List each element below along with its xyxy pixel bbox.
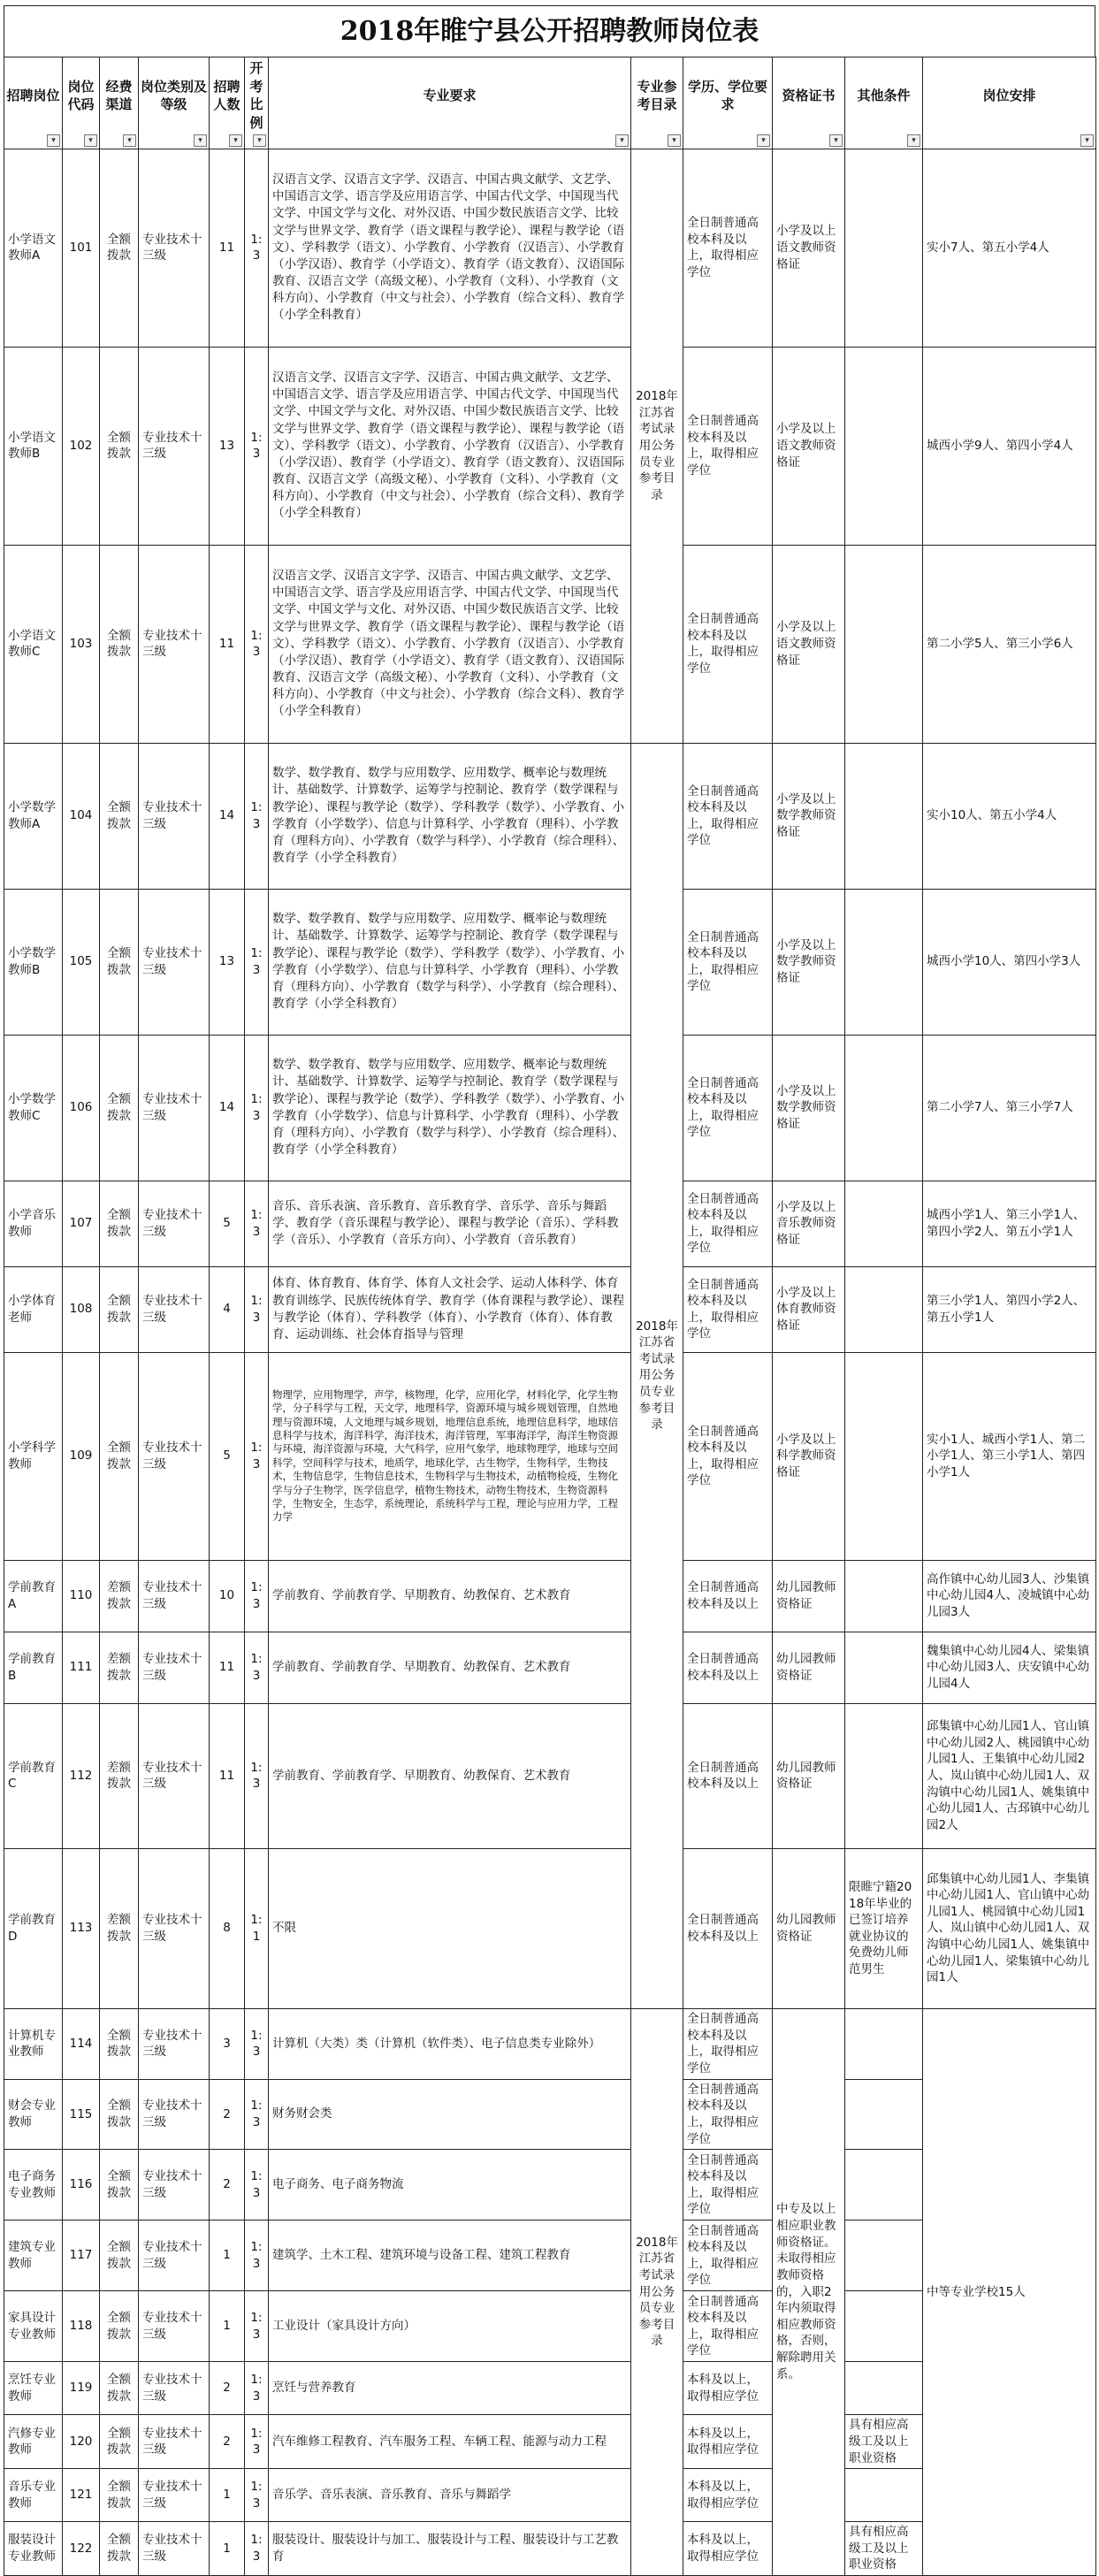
assignment-cell: 邱集镇中心幼儿园1人、李集镇中心幼儿园1人、官山镇中心幼儿园1人、桃园镇中心幼儿园1人、岚山镇中心幼儿园1人、双沟镇中心幼儿园1人、姚集镇中心幼儿园1人、梁集镇中心幼儿园1人 <box>923 1848 1096 2008</box>
other-condition-cell <box>845 2291 923 2362</box>
number-cell: 2 <box>210 2362 245 2415</box>
certificate-cell: 幼儿园教师资格证 <box>773 1632 845 1703</box>
filter-dropdown-icon[interactable]: ▾ <box>229 134 242 147</box>
category-cell: 专业技术十三级 <box>139 2221 210 2291</box>
education-cell: 全日制普通高校本科及以上 <box>683 1848 773 2008</box>
other-condition-cell: 限睢宁籍2018年毕业的已签订培养就业协议的免费幼儿师范男生 <box>845 1848 923 2008</box>
post-code-cell: 101 <box>63 149 100 347</box>
post-name-cell: 小学数学教师B <box>4 889 63 1035</box>
post-name-cell: 计算机专业教师 <box>4 2008 63 2079</box>
education-cell: 全日制普通高校本科及以上 <box>683 1560 773 1632</box>
ratio-cell: 1:3 <box>245 347 269 545</box>
filter-dropdown-icon[interactable]: ▾ <box>907 134 920 147</box>
certificate-cell: 小学及以上体育教师资格证 <box>773 1266 845 1352</box>
table-row <box>4 1703 1096 1848</box>
assignment-cell: 第二小学7人、第三小学7人 <box>923 1035 1096 1181</box>
other-condition-cell <box>845 2362 923 2415</box>
education-cell: 全日制普通高校本科及以上 <box>683 1703 773 1848</box>
table-row <box>4 1632 1096 1703</box>
post-name-cell: 小学语文教师C <box>4 545 63 743</box>
number-cell: 13 <box>210 347 245 545</box>
major-requirement-cell: 工业设计（家具设计方向） <box>269 2291 631 2362</box>
post-code-cell: 109 <box>63 1352 100 1560</box>
major-requirement-cell: 音乐、音乐表演、音乐教育、音乐教育学、音乐学、音乐与舞蹈学、教育学（音乐课程与教学论）、课程与教学论（音乐）、学科教学（音乐）、小学教育（音乐方向）、小学教育（音乐教育） <box>269 1181 631 1266</box>
number-cell: 1 <box>210 2291 245 2362</box>
post-name-cell: 小学科学教师 <box>4 1352 63 1560</box>
category-cell: 专业技术十三级 <box>139 2415 210 2469</box>
other-condition-cell <box>845 1632 923 1703</box>
ratio-cell: 1:3 <box>245 2150 269 2221</box>
post-name-cell: 电子商务专业教师 <box>4 2150 63 2221</box>
other-condition-cell: 具有相应高级工及以上职业资格 <box>845 2415 923 2469</box>
number-cell: 1 <box>210 2469 245 2522</box>
post-code-cell: 118 <box>63 2291 100 2362</box>
certificate-cell: 小学及以上数学教师资格证 <box>773 1035 845 1181</box>
post-name-cell: 小学数学教师A <box>4 743 63 889</box>
post-name-cell: 音乐专业教师 <box>4 2469 63 2522</box>
ratio-cell: 1:3 <box>245 2079 269 2150</box>
number-cell: 13 <box>210 889 245 1035</box>
number-cell: 5 <box>210 1181 245 1266</box>
post-name-cell: 汽修专业教师 <box>4 2415 63 2469</box>
header-cert: 资格证书 ▾ <box>773 57 845 149</box>
major-requirement-cell: 汉语言文学、汉语言文字学、汉语言、中国古典文献学、文艺学、中国语言文学、语言学及应用语言学、中国古代文学、中国现当代文学、中国文学与文化、对外汉语、中国少数民族语言文学、比较文学与世界文学、教育学（语文课程与教学论）、课程与教学论（语文）、学科教学（语文）、小学教育、小学教育（汉语言）、小学教育（小学汉语）、教育学（小学语文）、教育学（语文教育）、汉语国际教育、汉语言文学（高级文秘）、小学教育（文科）、小学教育（文科方向）、小学教育（中文与社会）、小学教育（综合文科）、教育学（小学全科教育） <box>269 545 631 743</box>
filter-dropdown-icon[interactable]: ▾ <box>829 134 843 147</box>
category-cell: 专业技术十三级 <box>139 1632 210 1703</box>
post-code-cell: 103 <box>63 545 100 743</box>
page-title: 2018年睢宁县公开招聘教师岗位表 <box>4 5 1095 57</box>
ratio-cell: 1:3 <box>245 1181 269 1266</box>
certificate-cell: 中专及以上相应职业教师资格证。未取得相应教师资格的，入职2年内须取得相应教师资格，否则，解除聘用关系。 <box>773 2008 845 2575</box>
assignment-cell: 城西小学1人、第三小学1人、第四小学2人、第五小学1人 <box>923 1181 1096 1266</box>
table-row <box>4 545 1096 743</box>
post-code-cell: 116 <box>63 2150 100 2221</box>
ratio-cell: 1:3 <box>245 1266 269 1352</box>
other-condition-cell <box>845 149 923 347</box>
number-cell: 1 <box>210 2221 245 2291</box>
number-cell: 10 <box>210 1560 245 1632</box>
table-row <box>4 743 1096 889</box>
post-name-cell: 小学语文教师A <box>4 149 63 347</box>
major-requirement-cell: 财务财会类 <box>269 2079 631 2150</box>
table-row <box>4 889 1096 1035</box>
post-name-cell: 学前教育C <box>4 1703 63 1848</box>
post-code-cell: 111 <box>63 1632 100 1703</box>
number-cell: 4 <box>210 1266 245 1352</box>
filter-dropdown-icon[interactable]: ▾ <box>123 134 136 147</box>
header-assign: 岗位安排 ▾ <box>923 57 1096 149</box>
post-name-cell: 学前教育A <box>4 1560 63 1632</box>
post-code-cell: 115 <box>63 2079 100 2150</box>
filter-dropdown-icon[interactable]: ▾ <box>615 134 629 147</box>
reference-catalog-cell: 2018年江苏省考试录用公务员专业参考目录 <box>631 743 683 2008</box>
category-cell: 专业技术十三级 <box>139 2522 210 2576</box>
fund-cell: 全额拨款 <box>100 2150 139 2221</box>
fund-cell: 差额拨款 <box>100 1703 139 1848</box>
post-code-cell: 110 <box>63 1560 100 1632</box>
number-cell: 11 <box>210 149 245 347</box>
positions-table <box>4 57 1096 2576</box>
post-name-cell: 小学数学教师C <box>4 1035 63 1181</box>
education-cell: 全日制普通高校本科及以上，取得相应学位 <box>683 347 773 545</box>
fund-cell: 全额拨款 <box>100 2522 139 2576</box>
ratio-cell: 1:3 <box>245 889 269 1035</box>
table-row <box>4 1181 1096 1266</box>
fund-cell: 全额拨款 <box>100 2469 139 2522</box>
table-row <box>4 1560 1096 1632</box>
certificate-cell: 小学及以上音乐教师资格证 <box>773 1181 845 1266</box>
table-body <box>4 149 1096 2575</box>
major-requirement-cell: 汽车维修工程教育、汽车服务工程、车辆工程、能源与动力工程 <box>269 2415 631 2469</box>
fund-cell: 全额拨款 <box>100 2362 139 2415</box>
assignment-cell: 邱集镇中心幼儿园1人、官山镇中心幼儿园2人、桃园镇中心幼儿园1人、王集镇中心幼儿园2人、岚山镇中心幼儿园1人、双沟镇中心幼儿园1人、姚集镇中心幼儿园1人、古邳镇中心幼儿园2人 <box>923 1703 1096 1848</box>
post-name-cell: 小学音乐教师 <box>4 1181 63 1266</box>
ratio-cell: 1:3 <box>245 743 269 889</box>
number-cell: 3 <box>210 2008 245 2079</box>
major-requirement-cell: 音乐学、音乐表演、音乐教育、音乐与舞蹈学 <box>269 2469 631 2522</box>
certificate-cell: 小学及以上语文教师资格证 <box>773 545 845 743</box>
post-name-cell: 家具设计专业教师 <box>4 2291 63 2362</box>
education-cell: 本科及以上，取得相应学位 <box>683 2415 773 2469</box>
fund-cell: 全额拨款 <box>100 2221 139 2291</box>
major-requirement-cell: 数学、数学教育、数学与应用数学、应用数学、概率论与数理统计、基础数学、计算数学、运筹学与控制论、教育学（数学课程与教学论）、课程与教学论（数学）、学科教学（数学）、小学教育、小学教育（小学数学）、信息与计算科学、小学教育（理科）、小学教育（理科方向）、小学教育（数学与科学）、小学教育（综合理科）、教育学（小学全科教育） <box>269 1035 631 1181</box>
education-cell: 全日制普通高校本科及以上，取得相应学位 <box>683 889 773 1035</box>
number-cell: 11 <box>210 1632 245 1703</box>
post-name-cell: 建筑专业教师 <box>4 2221 63 2291</box>
category-cell: 专业技术十三级 <box>139 743 210 889</box>
number-cell: 2 <box>210 2415 245 2469</box>
ratio-cell: 1:3 <box>245 2415 269 2469</box>
fund-cell: 全额拨款 <box>100 347 139 545</box>
fund-cell: 差额拨款 <box>100 1848 139 2008</box>
table-row <box>4 1352 1096 1560</box>
major-requirement-cell: 电子商务、电子商务物流 <box>269 2150 631 2221</box>
post-code-cell: 113 <box>63 1848 100 2008</box>
number-cell: 1 <box>210 2522 245 2576</box>
number-cell: 2 <box>210 2079 245 2150</box>
post-code-cell: 105 <box>63 889 100 1035</box>
post-code-cell: 106 <box>63 1035 100 1181</box>
major-requirement-cell: 服装设计、服装设计与加工、服装设计与工程、服装设计与工艺教育 <box>269 2522 631 2576</box>
post-code-cell: 114 <box>63 2008 100 2079</box>
filter-dropdown-icon[interactable]: ▾ <box>47 134 60 147</box>
other-condition-cell <box>845 1352 923 1560</box>
table-row <box>4 1266 1096 1352</box>
post-name-cell: 服装设计专业教师 <box>4 2522 63 2576</box>
assignment-cell: 第二小学5人、第三小学6人 <box>923 545 1096 743</box>
number-cell: 5 <box>210 1352 245 1560</box>
header-ref: 专业参考目录 ▾ <box>631 57 683 149</box>
post-name-cell: 学前教育D <box>4 1848 63 2008</box>
table-row <box>4 2008 1096 2079</box>
category-cell: 专业技术十三级 <box>139 2291 210 2362</box>
education-cell: 全日制普通高校本科及以上，取得相应学位 <box>683 2150 773 2221</box>
other-condition-cell <box>845 1181 923 1266</box>
filter-dropdown-icon[interactable]: ▾ <box>668 134 681 147</box>
post-code-cell: 107 <box>63 1181 100 1266</box>
fund-cell: 全额拨款 <box>100 149 139 347</box>
category-cell: 专业技术十三级 <box>139 1352 210 1560</box>
category-cell: 专业技术十三级 <box>139 2150 210 2221</box>
other-condition-cell <box>845 2150 923 2221</box>
ratio-cell: 1:3 <box>245 2362 269 2415</box>
certificate-cell: 小学及以上数学教师资格证 <box>773 889 845 1035</box>
major-requirement-cell: 汉语言文学、汉语言文字学、汉语言、中国古典文献学、文艺学、中国语言文学、语言学及应用语言学、中国古代文学、中国现当代文学、中国文学与文化、对外汉语、中国少数民族语言文学、比较文学与世界文学、教育学（语文课程与教学论）、课程与教学论（语文）、学科教学（语文）、小学教育、小学教育（汉语言）、小学教育（小学汉语）、教育学（小学语文）、教育学（语文教育）、汉语国际教育、汉语言文学（高级文秘）、小学教育（文科）、小学教育（文科方向）、小学教育（中文与社会）、小学教育（综合文科）、教育学（小学全科教育） <box>269 347 631 545</box>
fund-cell: 差额拨款 <box>100 1632 139 1703</box>
ratio-cell: 1:3 <box>245 1632 269 1703</box>
education-cell: 本科及以上，取得相应学位 <box>683 2469 773 2522</box>
certificate-cell: 小学及以上数学教师资格证 <box>773 743 845 889</box>
education-cell: 全日制普通高校本科及以上，取得相应学位 <box>683 1035 773 1181</box>
other-condition-cell <box>845 1266 923 1352</box>
post-code-cell: 121 <box>63 2469 100 2522</box>
other-condition-cell <box>845 889 923 1035</box>
ratio-cell: 1:3 <box>245 149 269 347</box>
category-cell: 专业技术十三级 <box>139 347 210 545</box>
major-requirement-cell: 学前教育、学前教育学、早期教育、幼教保育、艺术教育 <box>269 1632 631 1703</box>
header-category: 岗位类别及等级 ▾ <box>139 57 210 149</box>
ratio-cell: 1:3 <box>245 1703 269 1848</box>
filter-dropdown-icon[interactable]: ▾ <box>194 134 207 147</box>
other-condition-cell <box>845 347 923 545</box>
certificate-cell: 幼儿园教师资格证 <box>773 1560 845 1632</box>
assignment-cell: 城西小学10人、第四小学3人 <box>923 889 1096 1035</box>
number-cell: 8 <box>210 1848 245 2008</box>
ratio-cell: 1:3 <box>245 2469 269 2522</box>
post-code-cell: 102 <box>63 347 100 545</box>
education-cell: 全日制普通高校本科及以上，取得相应学位 <box>683 743 773 889</box>
post-name-cell: 烹饪专业教师 <box>4 2362 63 2415</box>
category-cell: 专业技术十三级 <box>139 1266 210 1352</box>
number-cell: 14 <box>210 1035 245 1181</box>
other-condition-cell <box>845 1560 923 1632</box>
ratio-cell: 1:1 <box>245 1848 269 2008</box>
post-code-cell: 104 <box>63 743 100 889</box>
major-requirement-cell: 建筑学、土木工程、建筑环境与设备工程、建筑工程教育 <box>269 2221 631 2291</box>
assignment-cell: 实小10人、第五小学4人 <box>923 743 1096 889</box>
fund-cell: 差额拨款 <box>100 1560 139 1632</box>
fund-cell: 全额拨款 <box>100 889 139 1035</box>
number-cell: 11 <box>210 545 245 743</box>
ratio-cell: 1:3 <box>245 2008 269 2079</box>
other-condition-cell <box>845 1035 923 1181</box>
post-code-cell: 117 <box>63 2221 100 2291</box>
post-code-cell: 119 <box>63 2362 100 2415</box>
certificate-cell: 小学及以上科学教师资格证 <box>773 1352 845 1560</box>
header-row <box>4 57 1096 149</box>
number-cell: 14 <box>210 743 245 889</box>
post-code-cell: 112 <box>63 1703 100 1848</box>
major-requirement-cell: 物理学，应用物理学，声学，核物理，化学，应用化学，材料化学，化学生物学，分子科学与工程，天文学，地理科学，资源环境与城乡规划管理，自然地理与资源环境，人文地理与城乡规划，地理信息系统，地理信息科学，地球信息科学与技术，海洋科学，海洋技术，海洋管理，军事海洋学，海洋生物资源与环境，海洋资源与环境，大气科学，应用气象学，地球物理学，地球与空间科学，空间科学与技术，地质学，地球化学，古生物学，生物科学，生物技术，生物信息学，生物信息技术，生物科学与生物技术，动植物检疫，生物化学与分子生物学，医学信息学，植物生物技术，动物生物技术，生物资源科学，生物安全，生态学，系统理论，系统科学与工程，理论与应用力学，工程力学 <box>269 1352 631 1560</box>
assignment-cell: 实小1人、城西小学1人、第二小学1人、第三小学1人、第四小学1人 <box>923 1352 1096 1560</box>
major-requirement-cell: 学前教育、学前教育学、早期教育、幼教保育、艺术教育 <box>269 1560 631 1632</box>
post-code-cell: 108 <box>63 1266 100 1352</box>
certificate-cell: 小学及以上语文教师资格证 <box>773 149 845 347</box>
category-cell: 专业技术十三级 <box>139 2079 210 2150</box>
major-requirement-cell: 数学、数学教育、数学与应用数学、应用数学、概率论与数理统计、基础数学、计算数学、运筹学与控制论、教育学（数学课程与教学论）、课程与教学论（数学）、学科教学（数学）、小学教育、小学教育（小学数学）、信息与计算科学、小学教育（理科）、小学教育（理科方向）、小学教育（数学与科学）、小学教育（综合理科）、教育学（小学全科教育） <box>269 889 631 1035</box>
post-code-cell: 122 <box>63 2522 100 2576</box>
category-cell: 专业技术十三级 <box>139 1560 210 1632</box>
header-edu: 学历、学位要求 ▾ <box>683 57 773 149</box>
header-number: 招聘人数 ▾ <box>210 57 245 149</box>
fund-cell: 全额拨款 <box>100 1352 139 1560</box>
ratio-cell: 1:3 <box>245 2291 269 2362</box>
education-cell: 全日制普通高校本科及以上，取得相应学位 <box>683 1266 773 1352</box>
post-name-cell: 财会专业教师 <box>4 2079 63 2150</box>
other-condition-cell <box>845 2469 923 2522</box>
certificate-cell: 幼儿园教师资格证 <box>773 1848 845 2008</box>
fund-cell: 全额拨款 <box>100 1181 139 1266</box>
other-condition-cell <box>845 2221 923 2291</box>
education-cell: 本科及以上，取得相应学位 <box>683 2522 773 2576</box>
category-cell: 专业技术十三级 <box>139 1181 210 1266</box>
major-requirement-cell: 学前教育、学前教育学、早期教育、幼教保育、艺术教育 <box>269 1703 631 1848</box>
education-cell: 全日制普通高校本科及以上 <box>683 1632 773 1703</box>
post-name-cell: 学前教育B <box>4 1632 63 1703</box>
category-cell: 专业技术十三级 <box>139 1848 210 2008</box>
fund-cell: 全额拨款 <box>100 545 139 743</box>
major-requirement-cell: 汉语言文学、汉语言文字学、汉语言、中国古典文献学、文艺学、中国语言文学、语言学及应用语言学、中国古代文学、中国现当代文学、中国文学与文化、对外汉语、中国少数民族语言文学、比较文学与世界文学、教育学（语文课程与教学论）、课程与教学论（语文）、学科教学（语文）、小学教育、小学教育（汉语言）、小学教育（小学汉语）、教育学（小学语文）、教育学（语文教育）、汉语国际教育、汉语言文学（高级文秘）、小学教育（文科）、小学教育（文科方向）、小学教育（中文与社会）、小学教育（综合文科）、教育学（小学全科教育） <box>269 149 631 347</box>
ratio-cell: 1:3 <box>245 1560 269 1632</box>
education-cell: 全日制普通高校本科及以上，取得相应学位 <box>683 1181 773 1266</box>
header-other: 其他条件 ▾ <box>845 57 923 149</box>
filter-dropdown-icon[interactable]: ▾ <box>1080 134 1094 147</box>
education-cell: 本科及以上，取得相应学位 <box>683 2362 773 2415</box>
category-cell: 专业技术十三级 <box>139 149 210 347</box>
ratio-cell: 1:3 <box>245 1352 269 1560</box>
other-condition-cell <box>845 1703 923 1848</box>
education-cell: 全日制普通高校本科及以上，取得相应学位 <box>683 2008 773 2079</box>
assignment-cell: 中等专业学校15人 <box>923 2008 1096 2575</box>
other-condition-cell <box>845 2079 923 2150</box>
fund-cell: 全额拨款 <box>100 2079 139 2150</box>
category-cell: 专业技术十三级 <box>139 2362 210 2415</box>
education-cell: 全日制普通高校本科及以上，取得相应学位 <box>683 149 773 347</box>
fund-cell: 全额拨款 <box>100 1035 139 1181</box>
major-requirement-cell: 计算机（大类）类（计算机（软件类）、电子信息类专业除外） <box>269 2008 631 2079</box>
table-row <box>4 347 1096 545</box>
header-post: 招聘岗位 ▾ <box>4 57 63 149</box>
filter-dropdown-icon[interactable]: ▾ <box>757 134 770 147</box>
assignment-cell: 实小7人、第五小学4人 <box>923 149 1096 347</box>
certificate-cell: 小学及以上语文教师资格证 <box>773 347 845 545</box>
category-cell: 专业技术十三级 <box>139 2008 210 2079</box>
ratio-cell: 1:3 <box>245 545 269 743</box>
other-condition-cell <box>845 2008 923 2079</box>
post-code-cell: 120 <box>63 2415 100 2469</box>
major-requirement-cell: 数学、数学教育、数学与应用数学、应用数学、概率论与数理统计、基础数学、计算数学、运筹学与控制论、教育学（数学课程与教学论）、课程与教学论（数学）、学科教学（数学）、小学教育、小学教育（小学数学）、信息与计算科学、小学教育（理科）、小学教育（理科方向）、小学教育（数学与科学）、小学教育（综合理科）、教育学（小学全科教育） <box>269 743 631 889</box>
education-cell: 全日制普通高校本科及以上，取得相应学位 <box>683 545 773 743</box>
reference-catalog-cell: 2018年江苏省考试录用公务员专业参考目录 <box>631 2008 683 2575</box>
table-row <box>4 1035 1096 1181</box>
header-fund: 经费渠道 ▾ <box>100 57 139 149</box>
education-cell: 全日制普通高校本科及以上，取得相应学位 <box>683 1352 773 1560</box>
other-condition-cell <box>845 743 923 889</box>
table-row <box>4 1848 1096 2008</box>
other-condition-cell: 具有相应高级工及以上职业资格 <box>845 2522 923 2576</box>
number-cell: 2 <box>210 2150 245 2221</box>
fund-cell: 全额拨款 <box>100 2008 139 2079</box>
fund-cell: 全额拨款 <box>100 2291 139 2362</box>
header-ratio: 开考比例 ▾ <box>245 57 269 149</box>
filter-dropdown-icon[interactable]: ▾ <box>84 134 97 147</box>
category-cell: 专业技术十三级 <box>139 1035 210 1181</box>
education-cell: 全日制普通高校本科及以上，取得相应学位 <box>683 2079 773 2150</box>
assignment-cell: 高作镇中心幼儿园3人、沙集镇中心幼儿园4人、凌城镇中心幼儿园3人 <box>923 1560 1096 1632</box>
fund-cell: 全额拨款 <box>100 1266 139 1352</box>
category-cell: 专业技术十三级 <box>139 1703 210 1848</box>
education-cell: 全日制普通高校本科及以上，取得相应学位 <box>683 2291 773 2362</box>
ratio-cell: 1:3 <box>245 1035 269 1181</box>
post-name-cell: 小学语文教师B <box>4 347 63 545</box>
certificate-cell: 幼儿园教师资格证 <box>773 1703 845 1848</box>
education-cell: 全日制普通高校本科及以上，取得相应学位 <box>683 2221 773 2291</box>
fund-cell: 全额拨款 <box>100 743 139 889</box>
major-requirement-cell: 体育、体育教育、体育学、体育人文社会学、运动人体科学、体育教育训练学、民族传统体育学、教育学（体育课程与教学论）、课程与教学论（体育）、学科教学（体育）、小学教育（体育）、体育教育、运动训练、社会体育指导与管理 <box>269 1266 631 1352</box>
ratio-cell: 1:3 <box>245 2221 269 2291</box>
assignment-cell: 魏集镇中心幼儿园4人、梁集镇中心幼儿园3人、庆安镇中心幼儿园4人 <box>923 1632 1096 1703</box>
reference-catalog-cell: 2018年江苏省考试录用公务员专业参考目录 <box>631 149 683 743</box>
filter-dropdown-icon[interactable]: ▾ <box>253 134 266 147</box>
header-code: 岗位代码 ▾ <box>63 57 100 149</box>
table-row <box>4 149 1096 347</box>
category-cell: 专业技术十三级 <box>139 2469 210 2522</box>
ratio-cell: 1:3 <box>245 2522 269 2576</box>
assignment-cell: 城西小学9人、第四小学4人 <box>923 347 1096 545</box>
other-condition-cell <box>845 545 923 743</box>
assignment-cell: 第三小学1人、第四小学2人、第五小学1人 <box>923 1266 1096 1352</box>
fund-cell: 全额拨款 <box>100 2415 139 2469</box>
number-cell: 11 <box>210 1703 245 1848</box>
header-major: 专业要求 ▾ <box>269 57 631 149</box>
category-cell: 专业技术十三级 <box>139 889 210 1035</box>
major-requirement-cell: 烹饪与营养教育 <box>269 2362 631 2415</box>
major-requirement-cell: 不限 <box>269 1848 631 2008</box>
category-cell: 专业技术十三级 <box>139 545 210 743</box>
post-name-cell: 小学体育老师 <box>4 1266 63 1352</box>
